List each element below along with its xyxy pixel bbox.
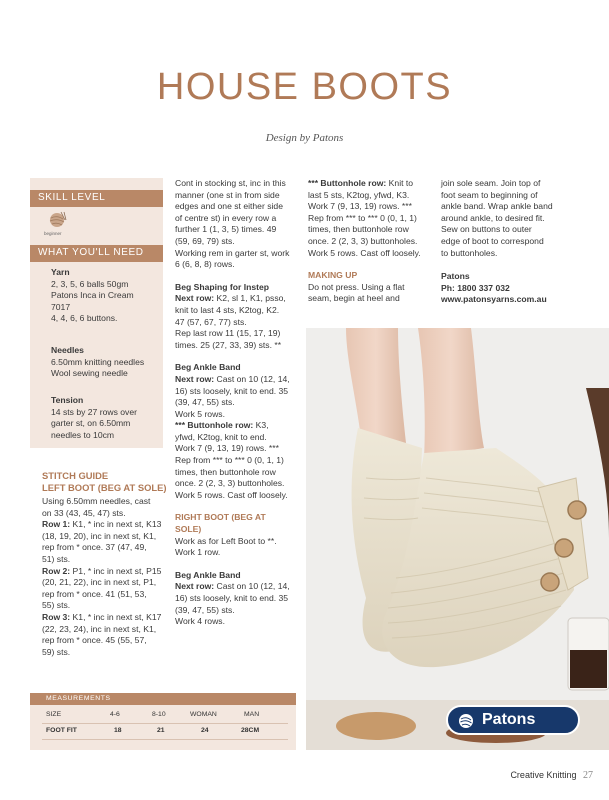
ankle-band-title-right: Beg Ankle Band xyxy=(175,569,241,580)
yarn-title: Yarn xyxy=(51,267,70,277)
left-boot-title: LEFT BOOT (BEG AT SOLE) xyxy=(42,482,167,493)
ankle-band-title: Beg Ankle Band xyxy=(175,362,241,373)
page-footer xyxy=(510,770,593,781)
what-you-need-header: WHAT YOU'LL NEED xyxy=(30,245,163,262)
tension-title: Tension xyxy=(51,395,84,405)
magazine-name: Creative Knitting xyxy=(510,770,577,780)
foot-fit-row: FOOT FIT 18 21 24 28CM xyxy=(46,727,260,734)
skill-level-value: beginner xyxy=(44,231,62,236)
table-divider xyxy=(42,739,288,740)
yarn-section: Yarn 2, 3, 5, 6 balls 50gm Patons Inca in Cream 7017 4, 4, 6, 6 buttons. xyxy=(51,267,161,325)
left-boot-instructions: Using 6.50mm needles, cast on 33 (43, 45, 47) sts. Row 1: K1, * inc in next st, K13 (18, 19, 20), inc in next st, K1, rep from * once. 37 (47, 49, 51) sts. Row 2: P1, * inc in next st, P15 (20, 21, 22), inc in next st, P1, rep from * once. 41 (51, 53, 55) sts. Row 3: K1, * inc in next st, K17 (22, 23, 24), inc in next st, K1, rep from * once. 45 (55, 57, 59) sts. xyxy=(42,496,162,657)
patons-logo: Patons xyxy=(446,705,580,735)
table-divider xyxy=(42,723,288,724)
tension-section: Tension 14 sts by 27 rows over garter st, on 6.50mm needles to 10cm xyxy=(51,395,161,441)
column-two-instructions: Cont in stocking st, inc in this manner (one st in from side edges and one st either side of centre st) in every row a further 1 (1, 3, 5) times. 49 (59, 69, 79) sts. Working rem in garter st, work 6 (6, 8, 8) rows. Beg Shaping for Instep Next row: K2, sl 1, K1, psso, knit to last 4 sts, K2tog, K2. 47 (57, 67, 77) sts. Rep last row 11 (15, 17, 19) times. 25 (27, 33, 39) sts. ** Beg Ankle Band Next row: Cast on 10 (12, 14, 16) sts loosely, knit to end. 35 (39, 47, 55) sts. Work 5 rows. *** Buttonhole row: K3, yfwd, K2tog, knit to end. Work 7 (9, 13, 19) rows. *** Rep from *** to *** 0 (0, 1, 1) times, then buttonhole row once. 2 (2, 3, 3) buttonholes. Work 5 rows. Cast off loosely. RIGHT BOOT (BEG AT SOLE) Work as for Left Boot to **. Work 1 row. Beg Ankle Band Next row: Cast on 10 (12, 14, 16) sts loosely, knit to end. 35 (39, 47, 55) sts. Work 4 rows. xyxy=(175,178,303,628)
page-title: HOUSE BOOTS xyxy=(156,66,453,108)
stitch-guide-title: STITCH GUIDE LEFT BOOT (BEG AT SOLE) xyxy=(42,470,167,493)
yarn-ball-icon xyxy=(458,713,474,729)
making-up-title: MAKING UP xyxy=(308,270,358,281)
right-boot-title: RIGHT BOOT (BEG AT SOLE) xyxy=(175,512,266,535)
column-three-instructions: *** Buttonhole row: Knit to last 5 sts, K2tog, yfwd, K3. Work 7 (9, 13, 19) rows. *** Rep from *** to *** 0 (0, 1, 1) times, then buttonhole row once. 2 (2, 3, 3) buttonholes. Work 5 rows. Cast off loosely. MAKING UP Do not press. Using a flat seam, begin at heel and xyxy=(308,178,433,305)
measurements-header-row: SIZE 4-6 8-10 WOMAN MAN xyxy=(46,711,260,718)
watermark: PassionForum.ru xyxy=(494,784,563,794)
design-byline: Design by Patons xyxy=(265,132,344,144)
column-four-instructions: join sole seam. Join top of foot seam to beginning of ankle band. Wrap ankle band around ankle, to desired fit. Sew on buttons to outer edge of boot to correspond to buttonholes. Patons Ph: 1800 337 032 www.patonsyarns.com.au xyxy=(441,178,581,306)
page-number: 27 xyxy=(583,770,593,781)
needles-title: Needles xyxy=(51,345,84,355)
contact-website: www.patonsyarns.com.au xyxy=(441,294,547,305)
house-boots-photo xyxy=(306,328,609,750)
instep-shaping-title: Beg Shaping for Instep xyxy=(175,281,270,292)
needles-section: Needles 6.50mm knitting needles Wool sewing needle xyxy=(51,345,161,380)
skill-level-header: SKILL LEVEL xyxy=(30,190,163,207)
measurements-header: MEASUREMENTS xyxy=(30,693,296,705)
contact-phone: Ph: 1800 337 032 xyxy=(441,282,510,293)
contact-name: Patons xyxy=(441,271,470,282)
